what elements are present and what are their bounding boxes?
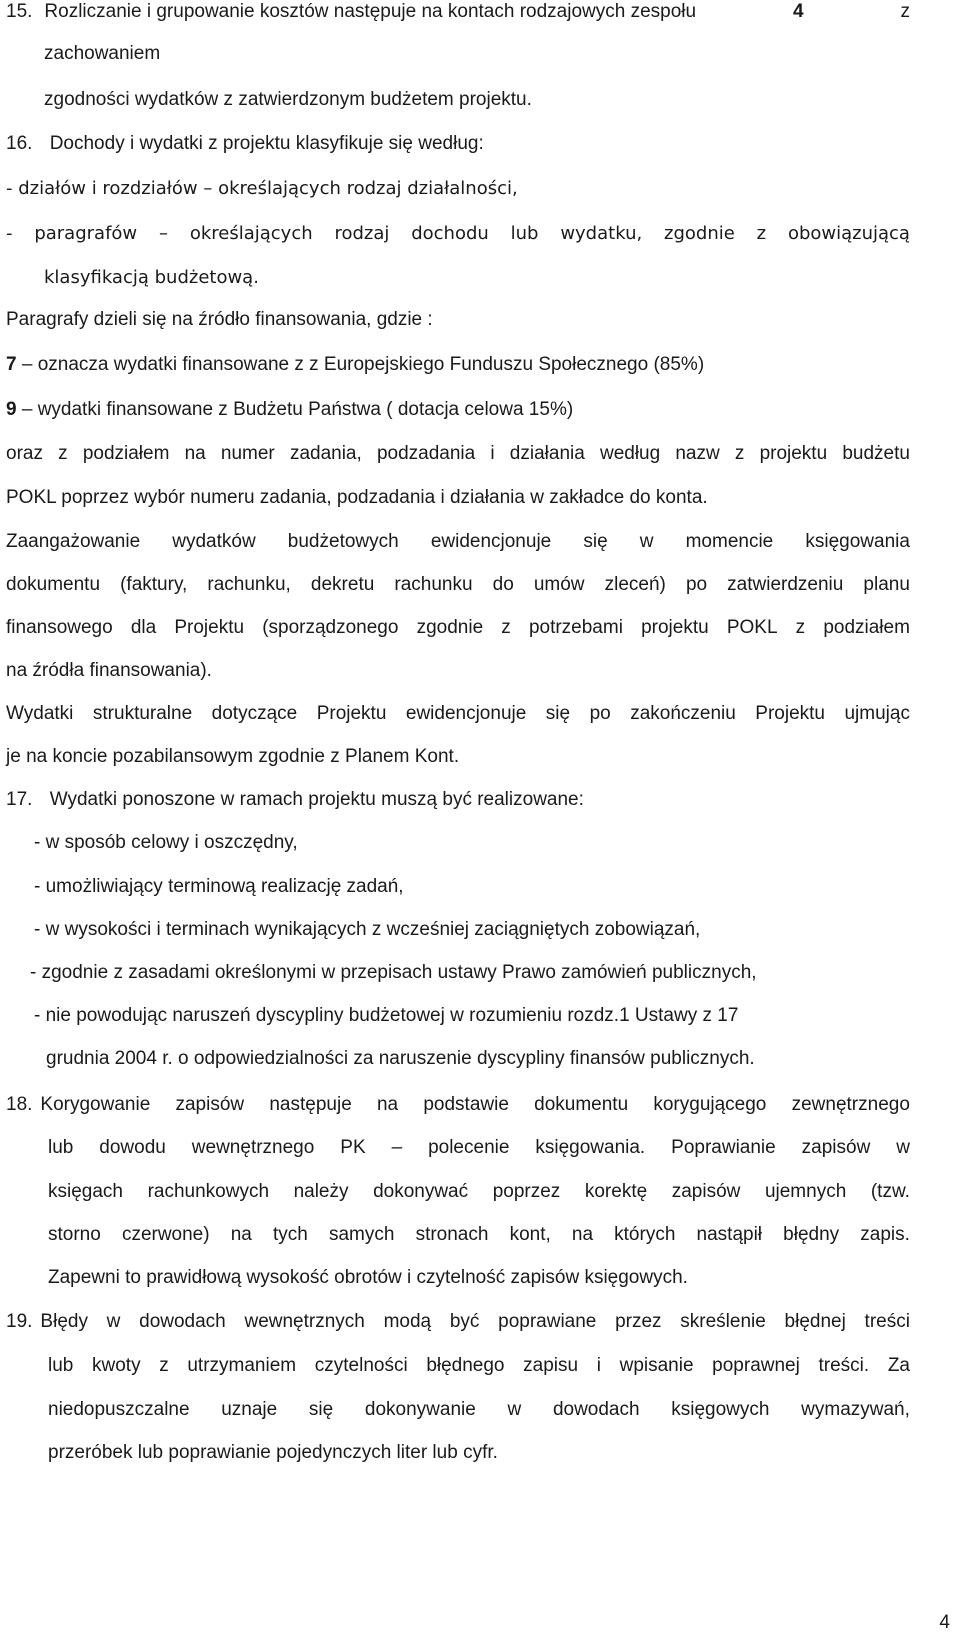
text-word: zapisu: [523, 1355, 579, 1376]
text-word: ewidencjonuje: [405, 703, 527, 724]
text-word: lub: [48, 1137, 74, 1158]
item15-text: [44, 0, 910, 24]
text-word: umów: [533, 574, 585, 595]
page-number: 4: [939, 1612, 950, 1633]
text-word: kwoty: [92, 1355, 141, 1376]
source-9: [6, 398, 573, 422]
text-word: księgowania: [805, 531, 910, 552]
text-word: należy: [293, 1181, 349, 1202]
text-word: lub: [48, 1355, 74, 1376]
commit-line1: [6, 530, 910, 554]
text-word: zakończeniu: [630, 703, 736, 724]
item19-line1: [6, 1310, 910, 1334]
item15-line2: zachowaniem: [44, 43, 161, 64]
item15-number: 15.: [6, 1, 33, 22]
text-word: ujmując: [844, 703, 910, 724]
item18-line5: Zapewni to prawidłową wysokość obrotów i czytelność zapisów księgowych.: [48, 1267, 688, 1288]
text-word: dokumentu: [6, 574, 101, 595]
text-word: z: [795, 617, 806, 638]
division-line1: [6, 442, 910, 466]
text-word: poprawiane: [498, 1311, 597, 1332]
text-word: -: [6, 223, 13, 244]
text-word: zapisów: [671, 1181, 741, 1202]
item16-number: 16.: [6, 133, 33, 154]
text-word: ewidencjonuje: [430, 531, 552, 552]
text-word: się: [308, 1399, 334, 1420]
item19-line2: [48, 1354, 910, 1378]
text-word: – wydatki finansowane z Budżetu Państwa ( dotacja celowa 15%): [21, 399, 574, 420]
text-word: Korygowanie: [40, 1094, 151, 1115]
text-word: wydatków: [172, 531, 256, 552]
text-word: obowiązującą: [787, 223, 910, 244]
text-word: numer: [220, 443, 275, 464]
text-word: na: [230, 1224, 252, 1245]
text-word: dowodu: [99, 1137, 166, 1158]
text-word: planu: [863, 574, 910, 595]
commit-line2: [6, 573, 910, 597]
text-word: podziałem: [82, 443, 170, 464]
text-word: działania: [509, 443, 585, 464]
text-word: po: [589, 703, 611, 724]
text-word: rachunku,: [207, 574, 291, 595]
text-word: (faktury,: [120, 574, 188, 595]
item17-bullet5: - nie powodując naruszeń dyscypliny budżetowej w rozumieniu rozdz.1 Ustawy z 17: [34, 1005, 739, 1026]
text-word: budżetu: [842, 443, 910, 464]
text-word: Rozliczanie i grupowanie kosztów następuje na kontach rodzajowych zespołu: [44, 1, 697, 22]
item17-bullet5-cont: grudnia 2004 r. o odpowiedzialności za naruszenie dyscypliny finansów publicznych.: [46, 1048, 755, 1069]
source-intro: Paragrafy dzieli się na źródło finansowania, gdzie :: [6, 309, 433, 330]
text-word: dowodach: [552, 1399, 640, 1420]
item17-bullet4: - zgodnie z zasadami określonymi w przepisach ustawy Prawo zamówień publicznych,: [30, 962, 757, 983]
text-word: dowodach: [139, 1311, 226, 1332]
text-word: według: [599, 443, 661, 464]
text-word: przez: [615, 1311, 662, 1332]
text-word: polecenie: [428, 1137, 510, 1158]
text-word: zleceń): [604, 574, 666, 595]
text-word: których: [614, 1224, 676, 1245]
item16-bullet2-cont: klasyfikacją budżetową.: [44, 267, 259, 288]
text-word: podzadania: [376, 443, 476, 464]
text-word: na: [571, 1224, 594, 1245]
item16-bullet2: [6, 222, 910, 246]
item17-bullet1: - w sposób celowy i oszczędny,: [34, 832, 298, 853]
text-word: oraz: [6, 443, 43, 464]
text-word: z: [756, 223, 767, 244]
text-word: strukturalne: [92, 703, 193, 724]
text-word: finansowego: [6, 617, 113, 638]
text-word: zgodnie: [664, 223, 735, 244]
text-word: korygującego: [653, 1094, 767, 1115]
text-word: wpisanie: [619, 1355, 694, 1376]
text-word: Projektu: [316, 703, 387, 724]
text-word: Wydatki ponoszone w ramach projektu muszą być realizowane:: [49, 789, 584, 810]
text-word: – oznacza wydatki finansowane z z Europejskiego Funduszu Społecznego (85%): [21, 354, 705, 375]
text-word: PK: [340, 1137, 366, 1158]
text-word: dokumentu: [534, 1094, 629, 1115]
text-word: –: [158, 223, 168, 244]
text-word: wewnętrznego: [191, 1137, 315, 1158]
text-word: nastąpił: [696, 1224, 763, 1245]
text-word: zapisów: [801, 1137, 871, 1158]
text-word: czerwone): [121, 1224, 210, 1245]
text-word: projektu: [641, 617, 709, 638]
text-word: dokonywać: [373, 1181, 469, 1202]
text-word: rachunku: [394, 574, 473, 595]
text-word: POKL: [726, 617, 778, 638]
text-word: zadania,: [289, 443, 362, 464]
text-word: paragrafów: [34, 223, 138, 244]
text-word: zapisów: [175, 1094, 245, 1115]
text-word: podstawie: [423, 1094, 509, 1115]
text-word: rachunkowych: [147, 1181, 270, 1202]
text-word: księgach: [48, 1181, 123, 1202]
item15-line1: [6, 0, 910, 24]
item18-line3: [48, 1180, 910, 1204]
text-word: treści.: [818, 1355, 870, 1376]
text-word: błędny: [783, 1224, 840, 1245]
text-word: skreślenie: [680, 1311, 766, 1332]
text-word: na: [184, 443, 206, 464]
text-word: w: [106, 1311, 121, 1332]
item17-bullet2: - umożliwiający terminową realizację zadań,: [34, 876, 404, 897]
item15-line3: zgodności wydatków z zatwierdzonym budżetem projektu.: [44, 89, 532, 110]
text-word: zapis.: [860, 1224, 910, 1245]
source-7: [6, 353, 704, 377]
text-word: samych: [328, 1224, 395, 1245]
text-word: Za: [887, 1355, 910, 1376]
text-word: storno: [48, 1224, 101, 1245]
text-word: budżetowych: [287, 531, 399, 552]
text-word: do: [492, 574, 514, 595]
division-line2: POKL poprzez wybór numeru zadania, podzadania i działania w zakładce do konta.: [6, 487, 708, 508]
commit-line4: na źródła finansowania).: [6, 660, 212, 681]
text-word: ujemnych: [764, 1181, 847, 1202]
text-word: dochodu: [411, 223, 489, 244]
text-word: w: [639, 531, 654, 552]
text-word: z: [734, 443, 745, 464]
text-word: czytelności: [314, 1355, 408, 1376]
text-word: po: [685, 574, 708, 595]
text-word: momencie: [685, 531, 774, 552]
text-word: z: [159, 1355, 169, 1376]
text-word: się: [583, 531, 608, 552]
item16-line1: [6, 132, 484, 156]
text-word: zatwierdzeniu: [727, 574, 844, 595]
text-word: księgowania.: [535, 1137, 646, 1158]
text-word: z: [900, 1, 910, 22]
text-word: poprzez: [492, 1181, 561, 1202]
item18-line1: [6, 1093, 910, 1117]
text-word: nazw: [675, 443, 720, 464]
text-word: poprawnej: [712, 1355, 800, 1376]
item19-line4: przeróbek lub poprawianie pojedynczych liter lub cyfr.: [48, 1442, 498, 1463]
text-word: w: [507, 1399, 522, 1420]
text-word: niedopuszczalne: [48, 1399, 190, 1420]
item19-line3: [48, 1398, 910, 1422]
struct-line1: [6, 702, 910, 726]
text-word: na: [376, 1094, 399, 1115]
text-word: wymazywań,: [801, 1399, 910, 1420]
text-word: stronach: [415, 1224, 489, 1245]
text-word: się: [545, 703, 571, 724]
text-word: –: [391, 1137, 403, 1158]
item16-text: Dochody i wydatki z projektu klasyfikuje się według:: [49, 133, 484, 154]
text-word: być: [449, 1311, 480, 1332]
text-word: określających: [189, 223, 313, 244]
text-word: zgodnie: [416, 617, 484, 638]
text-word: tych: [272, 1224, 308, 1245]
text-word: (sporządzonego: [262, 617, 399, 638]
text-word: Wydatki: [6, 703, 74, 724]
text-word: wydatku,: [560, 223, 643, 244]
text-word: podziałem: [823, 617, 910, 638]
text-word: Zaangażowanie: [6, 531, 141, 552]
text-word: zewnętrznego: [791, 1094, 910, 1115]
text-word: z: [501, 617, 511, 638]
text-word: treści: [864, 1311, 910, 1332]
text-word: kont,: [509, 1224, 551, 1245]
text-word: dotyczące: [211, 703, 298, 724]
text-word: (tzw.: [870, 1181, 910, 1202]
text-word: księgowych: [671, 1399, 770, 1420]
text-word: uznaje: [221, 1399, 278, 1420]
text-word: projektu: [759, 443, 828, 464]
text-word: korektę: [584, 1181, 648, 1202]
text-word: Projektu: [174, 617, 245, 638]
item16-bullet1: - działów i rozdziałów – określających rodzaj działalności,: [6, 178, 518, 199]
item18-line2: [48, 1136, 910, 1160]
text-word: rodzaj: [334, 223, 390, 244]
text-word: utrzymaniem: [187, 1355, 297, 1376]
item18-number: 18.: [6, 1094, 33, 1115]
text-word: i: [490, 443, 495, 464]
struct-line2: je na koncie pozabilansowym zgodnie z Planem Kont.: [6, 746, 460, 767]
text-word: następuje: [269, 1094, 352, 1115]
item18-line4: [48, 1223, 910, 1247]
item17-bullet3: - w wysokości i terminach wynikających z wcześniej zaciągniętych zobowiązań,: [34, 919, 701, 940]
text-word: Projektu: [755, 703, 825, 724]
text-word: w: [896, 1137, 910, 1158]
item17-line1: [6, 788, 584, 812]
text-word: modą: [383, 1311, 432, 1332]
text-word: lub: [510, 223, 539, 244]
text-word: Błędy: [40, 1311, 88, 1332]
text-word: dekretu: [310, 574, 375, 595]
text-word: Poprawianie: [671, 1137, 776, 1158]
text-word: 9: [6, 399, 17, 420]
commit-line3: [6, 616, 910, 640]
text-word: wewnętrznych: [244, 1311, 365, 1332]
text-word: błędnej: [784, 1311, 846, 1332]
text-word: i: [596, 1355, 601, 1376]
item19-number: 19.: [6, 1311, 33, 1332]
item17-number: 17.: [6, 789, 33, 810]
text-word: potrzebami: [528, 617, 623, 638]
text-word: 4: [793, 1, 804, 22]
text-word: błędnego: [426, 1355, 505, 1376]
text-word: dokonywanie: [364, 1399, 476, 1420]
text-word: 7: [6, 354, 17, 375]
text-word: dla: [130, 617, 157, 638]
text-word: z: [58, 443, 68, 464]
